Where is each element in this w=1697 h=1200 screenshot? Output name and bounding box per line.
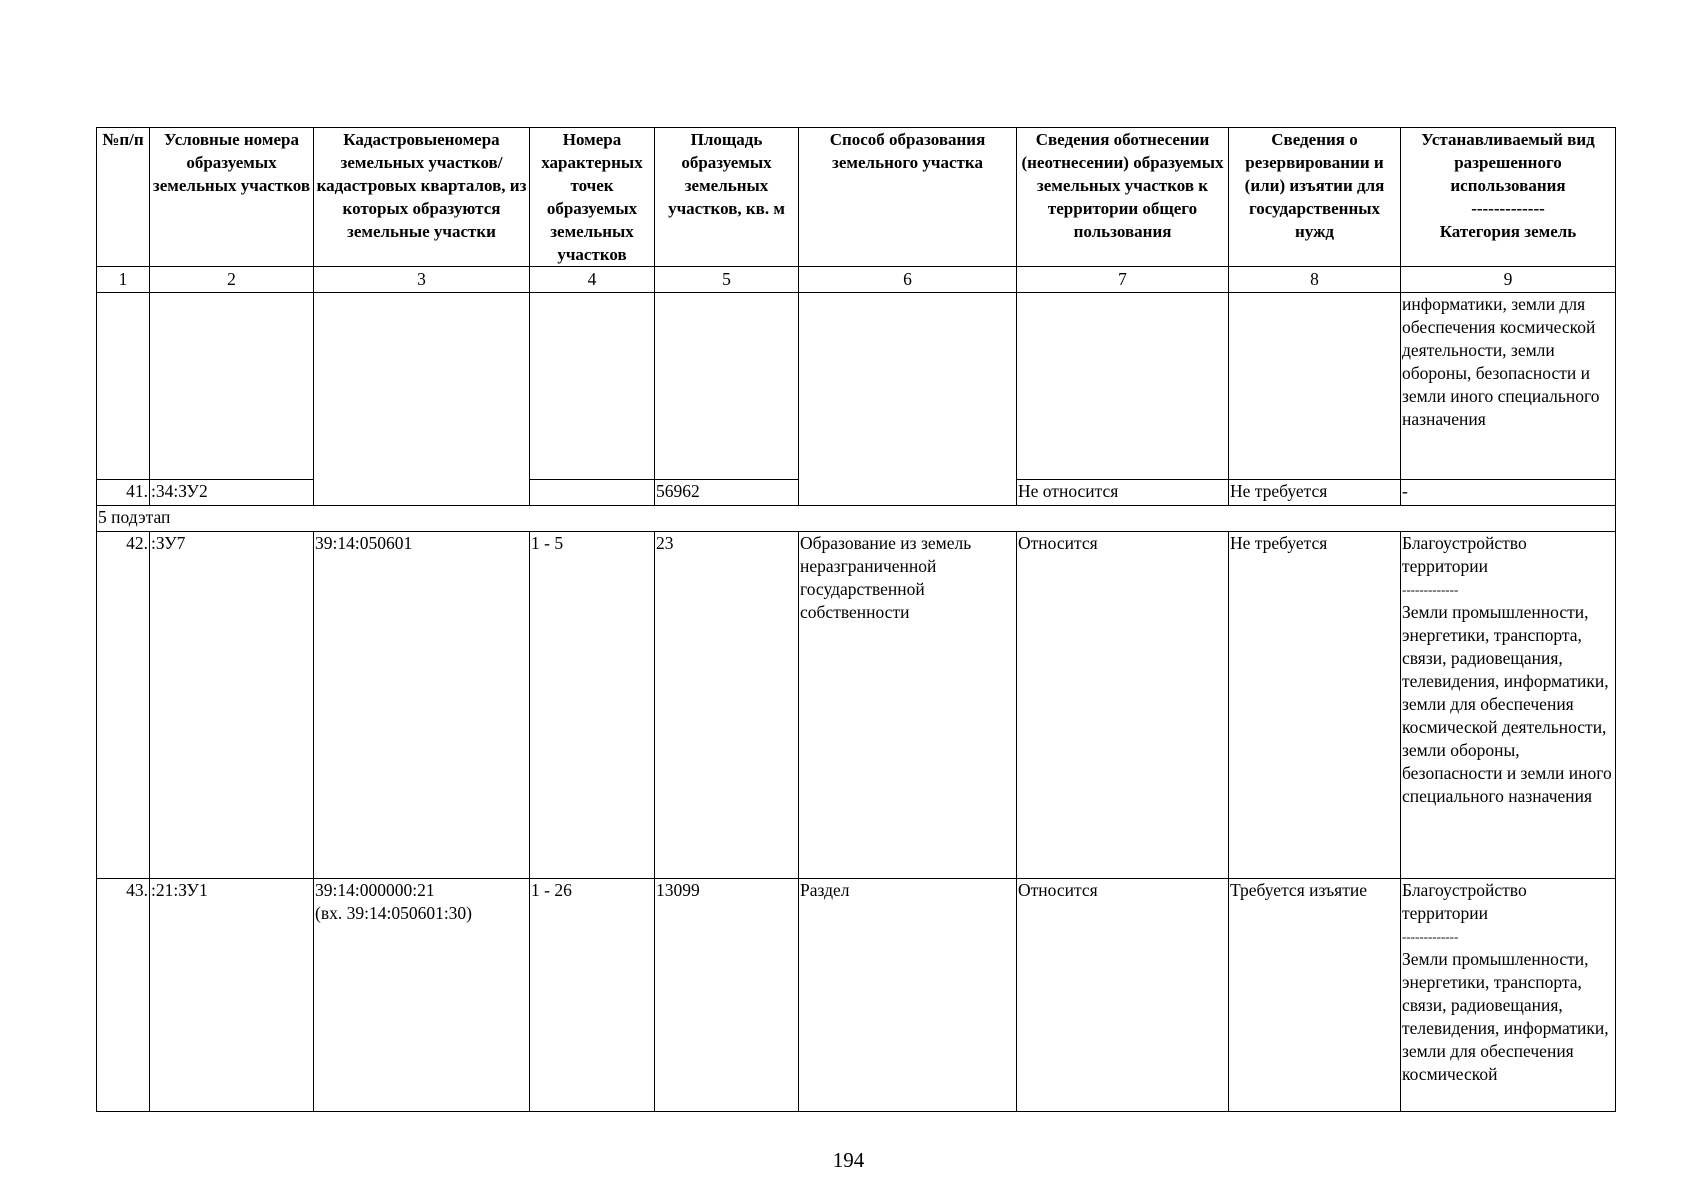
column-number: 7 (1017, 267, 1229, 293)
public-territory: Относится (1017, 879, 1229, 1112)
row-number: 43. (97, 879, 150, 1112)
column-number: 3 (314, 267, 530, 293)
land-category: Земли промышленности, энергетики, транспорта, связи, радиовещания, телевидения, информатики, земли для обеспечения космической (1402, 949, 1609, 1084)
column-number: 1 (97, 267, 150, 293)
row-number: 42. (97, 532, 150, 879)
table-cell (1017, 293, 1229, 480)
area: 13099 (655, 879, 799, 1112)
table-cell (150, 293, 314, 480)
separator-dashes: ------------- (1402, 929, 1459, 944)
table-cell (1229, 293, 1401, 480)
cadastral-number: 39:14:050601 (314, 532, 530, 879)
area: 56962 (655, 480, 799, 506)
table-row (97, 879, 1616, 1112)
page-number: 194 (832, 1148, 865, 1172)
table-row (97, 532, 1616, 879)
header-row (97, 128, 1616, 267)
formation-method: Раздел (799, 879, 1017, 1112)
reservation: Не требуется (1229, 532, 1401, 879)
table-row (97, 293, 1616, 480)
land-plots-table (96, 127, 1616, 1112)
header-cell: Устанавливаемый вид разрешенного использования ------------- Категория земель (1401, 128, 1616, 267)
subheading: 5 подэтап (97, 506, 1616, 532)
area: 23 (655, 532, 799, 879)
column-number: 4 (530, 267, 655, 293)
column-number-row (97, 267, 1616, 293)
permitted-use: - (1401, 480, 1616, 506)
column-number: 6 (799, 267, 1017, 293)
public-territory: Относится (1017, 532, 1229, 879)
header-cell: Кадастровыеномера земельных участков/кадастровых кварталов, из которых образуются земельные участки (314, 128, 530, 267)
column-number: 5 (655, 267, 799, 293)
plot-code: :21:ЗУ1 (150, 879, 314, 1112)
header-cell: Способ образования земельного участка (799, 128, 1017, 267)
land-category: Земли промышленности, энергетики, транспорта, связи, радиовещания, телевидения, информатики, земли для обеспечения космической деятельности, земли обороны, безопасности и земли иного специального назначения (1402, 602, 1612, 806)
plot-code: :34:ЗУ2 (150, 480, 314, 506)
reservation: Не требуется (1229, 480, 1401, 506)
header-cell: Сведения о резервировании и (или) изъятии для государственных нужд (1229, 128, 1401, 267)
points: 1 - 26 (530, 879, 655, 1112)
table-cell (97, 293, 150, 480)
reservation: Требуется изъятие (1229, 879, 1401, 1112)
permitted-use-cell (1401, 532, 1616, 879)
table-cell (655, 293, 799, 480)
permitted-use: Благоустройство территории (1402, 880, 1527, 923)
points: 1 - 5 (530, 532, 655, 879)
plot-code: :ЗУ7 (150, 532, 314, 879)
permitted-use: Благоустройство территории (1402, 533, 1527, 576)
cadastral-number: 39:14:000000:21 (вх. 39:14:050601:30) (314, 879, 530, 1112)
header-cell: Площадь образуемых земельных участков, кв. м (655, 128, 799, 267)
points (530, 480, 655, 506)
header-cell: Номера характерных точек образуемых земельных участков (530, 128, 655, 267)
row-number: 41. (97, 480, 150, 506)
header-cell: Условные номера образуемых земельных участков (150, 128, 314, 267)
subheading-row (97, 506, 1616, 532)
table-cell-category-continued: информатики, земли для обеспечения космической деятельности, земли обороны, безопасности и земли иного специального назначения (1401, 293, 1616, 480)
formation-method: Образование из земель неразграниченной государственной собственности (799, 532, 1017, 879)
public-territory: Не относится (1017, 480, 1229, 506)
header-cell: №п/п (97, 128, 150, 267)
separator-dashes: ------------- (1402, 582, 1459, 597)
table-cell (799, 293, 1017, 506)
table-cell (530, 293, 655, 480)
header-cell: Сведения оботнесении (неотнесении) образуемых земельных участков к территории общего пользования (1017, 128, 1229, 267)
table-cell (314, 293, 530, 506)
permitted-use-cell (1401, 879, 1616, 1112)
column-number: 8 (1229, 267, 1401, 293)
column-number: 2 (150, 267, 314, 293)
column-number: 9 (1401, 267, 1616, 293)
